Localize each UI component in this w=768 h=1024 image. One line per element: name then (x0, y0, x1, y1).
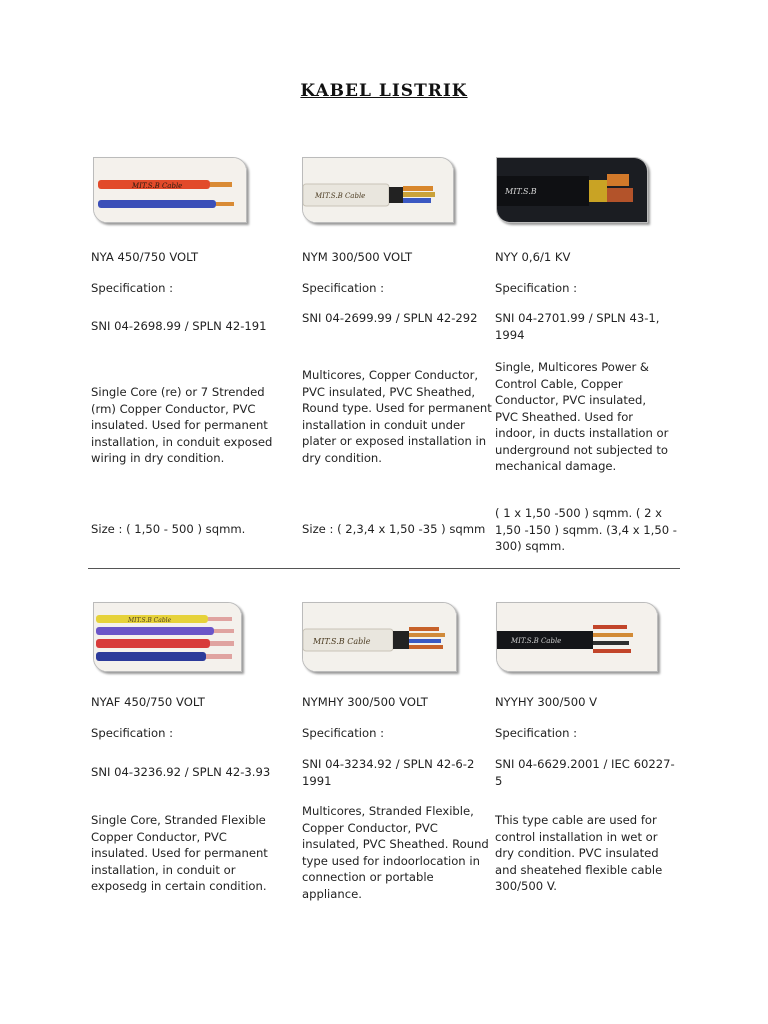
nyaf-spec-label: Specification : (91, 726, 174, 740)
nym-spec-label: Specification : (302, 281, 385, 295)
nym-cable-image (302, 157, 454, 223)
nyyhy-print-label: MIT.S.B Cable (511, 637, 562, 645)
nyaf-name: NYAF 450/750 VOLT (91, 695, 205, 709)
nya-print-label: MIT.S.B Cable (132, 182, 183, 190)
nymhy-cable-image (302, 602, 457, 672)
nym-print-label: MIT.S.B Cable (315, 192, 366, 200)
nyy-spec-label: Specification : (495, 281, 578, 295)
nymhy-description: Multicores, Stranded Flexible, Copper Conductor, PVC insulated, PVC Sheathed. Round type used for indoorlocation in connection or portable appliance. (302, 804, 489, 901)
nya-spec-label: Specification : (91, 281, 174, 295)
nymhy-standard: SNI 04-3234.92 / SPLN 42-6-2 1991 (302, 757, 475, 788)
nym-size: Size : ( 2,3,4 x 1,50 -35 ) sqmm (302, 522, 486, 536)
nymhy-spec-label: Specification : (302, 726, 385, 740)
nyaf-standard: SNI 04-3236.92 / SPLN 42-3.93 (91, 765, 271, 779)
nya-standard: SNI 04-2698.99 / SPLN 42-191 (91, 319, 267, 333)
nyy-description: Single, Multicores Power & Control Cable, Copper Conductor, PVC insulated, PVC Sheathed. Used for indoor, in ducts installation or underground not subjected to mechanical damage. (495, 360, 669, 473)
nyy-size: ( 1 x 1,50 -500 ) sqmm. ( 2 x 1,50 -150 ) sqmm. (3,4 x 1,50 - 300) sqmm. (495, 506, 677, 553)
nym-name: NYM 300/500 VOLT (302, 250, 413, 264)
nyaf-cable-image (93, 602, 242, 672)
nyy-name: NYY 0,6/1 KV (495, 250, 571, 264)
nym-standard: SNI 04-2699.99 / SPLN 42-292 (302, 311, 478, 325)
nya-size: Size : ( 1,50 - 500 ) sqmm. (91, 522, 246, 536)
nya-description: Single Core (re) or 7 Strended (rm) Copper Conductor, PVC insulated. Used for permanent installation, in conduit exposed wiring in dry condition. (91, 385, 273, 465)
section-divider (88, 568, 680, 569)
nyy-standard: SNI 04-2701.99 / SPLN 43-1, 1994 (495, 311, 660, 342)
nyy-print-label: MIT.S.B (505, 187, 537, 196)
nya-name: NYA 450/750 VOLT (91, 250, 199, 264)
nyy-cable-image (496, 157, 648, 223)
nym-description: Multicores, Copper Conductor, PVC insulated, PVC Sheathed, Round type. Used for permanent installation in conduit under plater or exposed installation in dry condition. (302, 368, 492, 465)
nyyhy-name: NYYHY 300/500 V (495, 695, 598, 709)
nyyhy-spec-label: Specification : (495, 726, 578, 740)
nymhy-print-label: MIT.S.B Cable (313, 637, 371, 646)
nyaf-print-label: MIT.S.B Cable (128, 617, 172, 624)
nya-cable-image (93, 157, 247, 223)
nyyhy-cable-image (496, 602, 658, 672)
nyyhy-description: This type cable are used for control installation in wet or dry condition. PVC insulated and sheatehed flexible cable 300/500 V. (495, 813, 663, 893)
page-title: KABEL LISTRIK (300, 81, 468, 101)
nyaf-description: Single Core, Stranded Flexible Copper Conductor, PVC insulated. Used for permanent installation, in conduit or exposedg in certain condition. (91, 813, 268, 893)
nyyhy-standard: SNI 04-6629.2001 / IEC 60227-5 (495, 757, 675, 788)
nymhy-name: NYMHY 300/500 VOLT (302, 695, 428, 709)
